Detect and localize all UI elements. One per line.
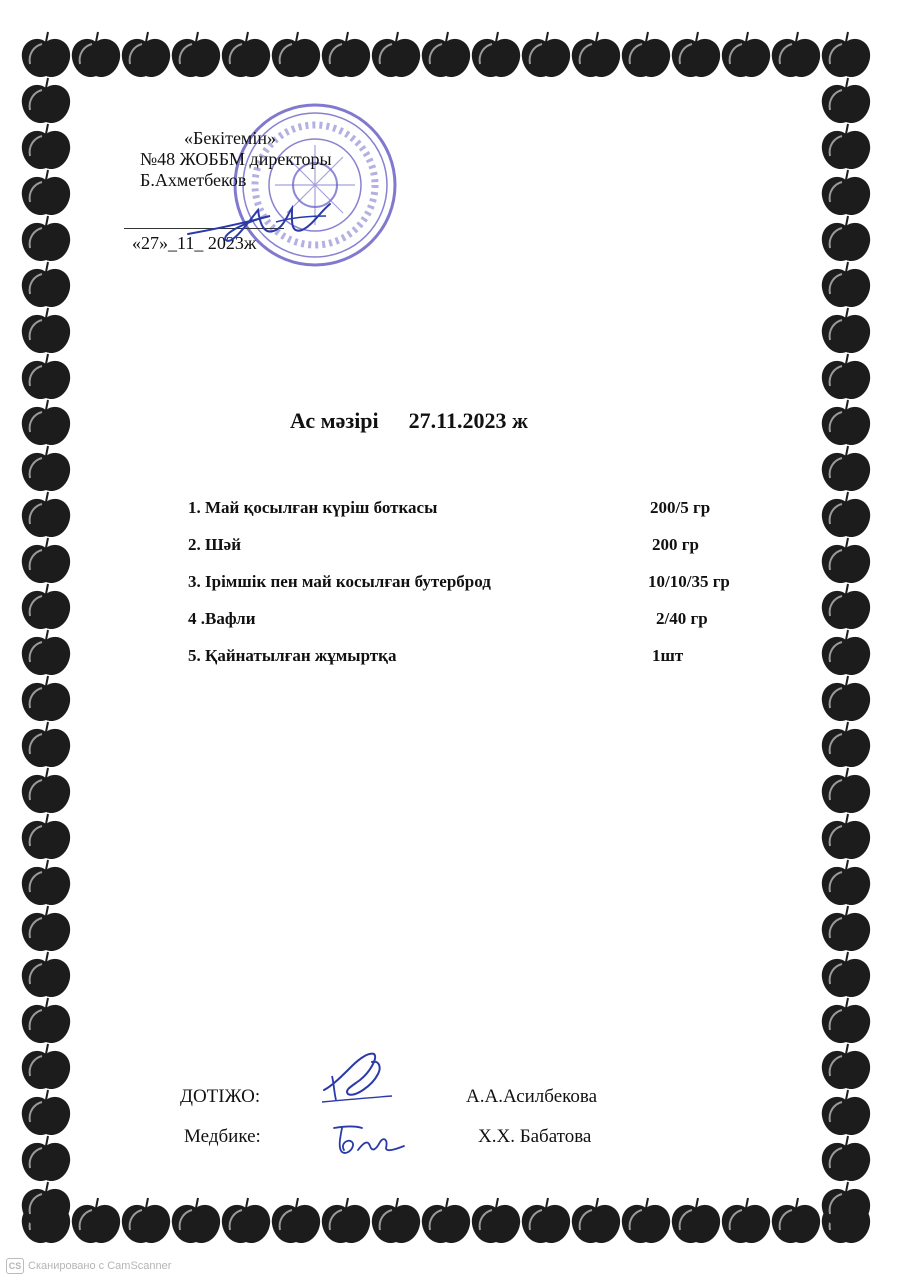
apple-icon [572,32,620,77]
apple-icon [22,1136,70,1181]
apple-icon [22,906,70,951]
apple-icon [22,1044,70,1089]
apple-icon [572,1198,620,1243]
agreed-name: А.А.Асилбекова [466,1086,598,1107]
approval-director-name: Б.Ахметбеков [140,170,247,190]
apple-icon [322,1198,370,1243]
apple-icon [322,32,370,77]
apple-icon [22,952,70,997]
menu-item [0,498,907,522]
apple-icon [22,860,70,905]
apple-icon [822,722,870,767]
apple-icon [272,32,320,77]
apple-icon [822,1090,870,1135]
apple-icon [422,1198,470,1243]
apple-icon [822,32,870,77]
apple-icon [822,124,870,169]
agreed-label: ДОТІЖО: [180,1086,261,1107]
apple-icon [422,32,470,77]
menu-item-qty: 10/10/35 гр [648,572,730,591]
menu-item [0,646,907,670]
apple-icon [822,78,870,123]
nurse-label: Медбике: [184,1126,261,1147]
menu-item-qty: 200 гр [652,535,699,554]
apple-icon [122,1198,170,1243]
scanner-watermark [6,1258,171,1276]
apple-icon [622,1198,670,1243]
camscanner-icon: CS [6,1258,24,1274]
menu-item-name: 5. Қайнатылған жұмыртқа [188,646,397,665]
menu-item [0,535,907,559]
apple-icon [822,308,870,353]
apple-icon [172,32,220,77]
apple-icon [372,32,420,77]
apple-icon [672,32,720,77]
apple-icon [822,170,870,215]
apple-icon [522,32,570,77]
apple-icon [22,354,70,399]
signature-icon [326,1122,410,1162]
title-label: Ас мәзірі [290,408,379,433]
apple-icon [472,32,520,77]
apple-icon [22,78,70,123]
apple-icon [822,860,870,905]
apple-icon [822,1044,870,1089]
apple-icon [22,676,70,721]
apple-icon [822,1136,870,1181]
apple-icon [522,1198,570,1243]
title-date: 27.11.2023 ж [408,408,528,433]
menu-item-qty: 200/5 гр [650,498,711,517]
approval-position: №48 ЖОББМ директоры [140,149,332,169]
apple-icon [22,400,70,445]
apple-icon [222,1198,270,1243]
signature-icon [180,190,340,250]
apple-icon [22,308,70,353]
apple-icon [822,400,870,445]
apple-icon [22,768,70,813]
apple-icon [822,906,870,951]
apple-icon [22,32,70,77]
nurse-name: Х.Х. Бабатова [478,1126,592,1147]
apple-icon [222,32,270,77]
apple-icon [822,952,870,997]
menu-item-name: 3. Ірімшік пен май косылған бутерброд [188,572,491,591]
apple-icon [622,32,670,77]
menu-item-qty: 1шт [652,646,684,665]
menu-item [0,572,907,596]
apple-icon [72,1198,120,1243]
scanner-text: Сканировано с CamScanner [28,1259,172,1272]
apple-icon [772,1198,820,1243]
apple-icon [272,1198,320,1243]
signature-icon [318,1046,398,1112]
menu-item-qty: 2/40 гр [656,609,708,628]
apple-icon [472,1198,520,1243]
apple-icon [172,1198,220,1243]
apple-icon [22,170,70,215]
apple-icon [22,1182,70,1227]
menu-item [0,609,907,633]
apple-icon [822,446,870,491]
apple-icon [772,32,820,77]
apple-icon [822,998,870,1043]
menu-item-name: 1. Май қосылған күріш боткасы [188,498,438,517]
apple-icon [722,32,770,77]
apple-icon [822,1182,870,1227]
apple-icon [22,262,70,307]
apple-icon [822,676,870,721]
approval-heading: «Бекітемін» [184,128,276,148]
page-title [290,408,528,434]
apple-icon [22,1090,70,1135]
apple-icon [22,814,70,859]
approval-date: «27»_11_ 2023ж [132,233,257,253]
apple-icon [822,814,870,859]
menu-item-name: 4 .Вафли [188,609,256,628]
apple-icon [22,722,70,767]
apple-icon [822,354,870,399]
apple-icon [372,1198,420,1243]
apple-icon [72,32,120,77]
apple-icon [672,1198,720,1243]
menu-item-name: 2. Шәй [188,535,242,554]
apple-icon [122,32,170,77]
apple-icon [22,124,70,169]
apple-icon [22,446,70,491]
apple-icon [822,216,870,261]
apple-icon [722,1198,770,1243]
apple-icon [22,216,70,261]
apple-icon [822,262,870,307]
apple-icon [822,768,870,813]
apple-icon [22,998,70,1043]
